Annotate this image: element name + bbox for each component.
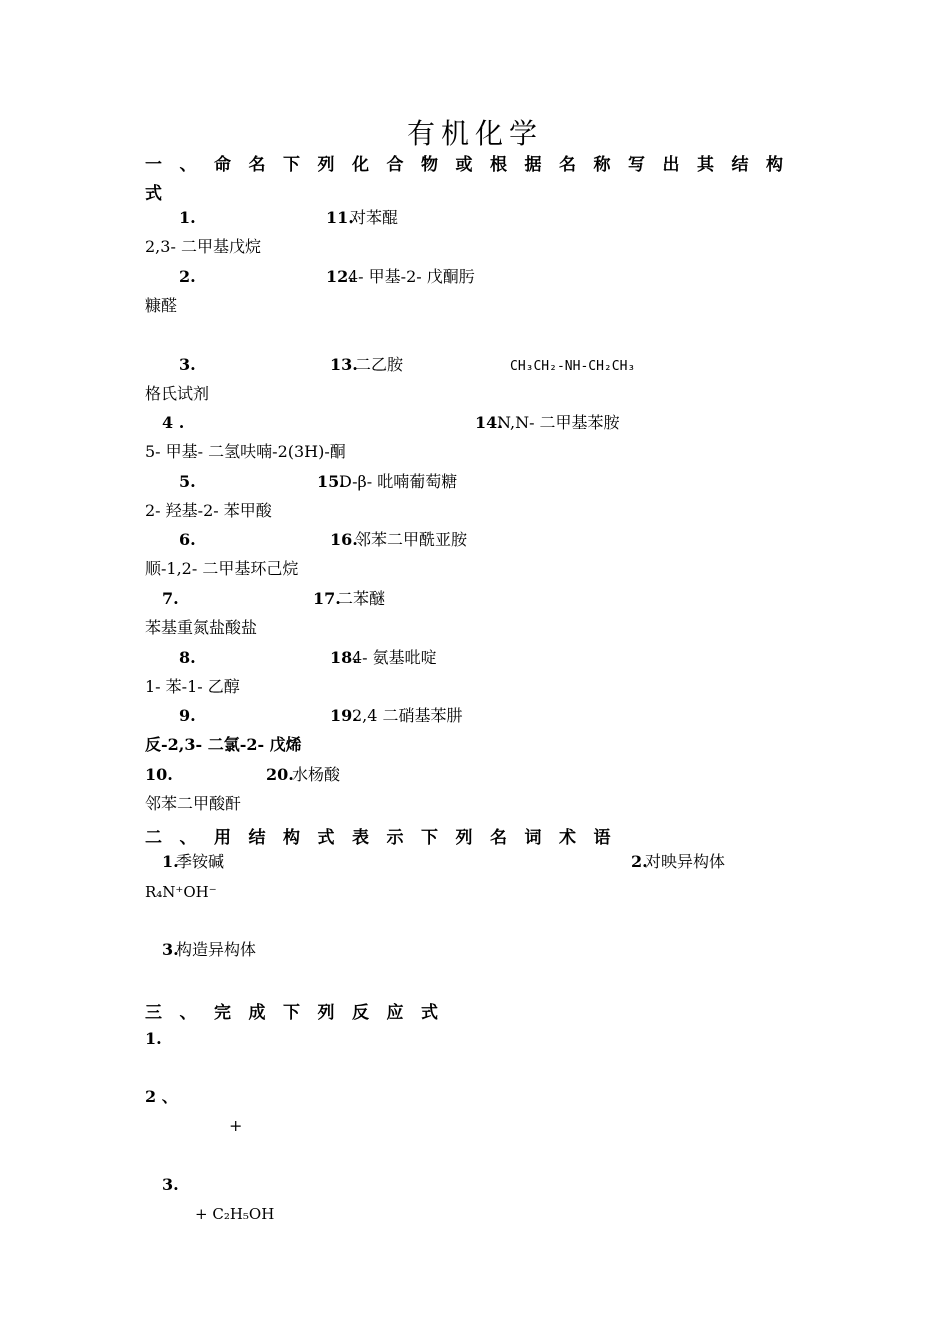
item-number-20: 20.: [266, 765, 294, 784]
answer-6: 顺-1,2- 二甲基环己烷: [145, 559, 299, 578]
item-text-19: 2,4 二硝基苯肼: [352, 706, 463, 725]
section1-heading-tail: 式: [145, 184, 162, 204]
item-number-17: 17.: [313, 589, 341, 608]
item-number-8: 8.: [179, 648, 196, 667]
item-number-5: 5.: [179, 472, 196, 491]
reaction-2-plus: +: [229, 1116, 243, 1135]
section1-heading: 一 、 命 名 下 列 化 合 物 或 根 据 名 称 写 出 其 结 构: [145, 155, 783, 175]
item-text-14: N,N- 二甲基苯胺: [497, 413, 620, 432]
item-number-15: 15.: [317, 472, 345, 491]
item-text-17: 二苯醚: [337, 589, 386, 608]
item-number-11: 11.: [326, 208, 354, 227]
item-number-13: 13.: [330, 355, 358, 374]
item-text-12: 4- 甲基-2- 戊酮肟: [348, 267, 475, 286]
item-number-10: 10.: [145, 765, 173, 784]
item-text-11: 对苯醌: [350, 208, 399, 227]
item-number-19: 19.: [330, 706, 358, 725]
item-number-1: 1.: [179, 208, 196, 227]
term-text-1: 季铵碱: [176, 852, 225, 871]
item-number-4: 4 .: [162, 413, 185, 432]
item-text-18: 4- 氨基吡啶: [352, 648, 437, 667]
item-text-20: 水杨酸: [292, 765, 341, 784]
answer-8: 1- 苯-1- 乙醇: [145, 677, 240, 696]
item-number-2: 2.: [179, 267, 196, 286]
answer-4: 5- 甲基- 二氢呋喃-2(3H)-酮: [145, 442, 346, 461]
term-text-3: 构造异构体: [176, 940, 257, 959]
term-number-2: 2.: [631, 852, 648, 871]
item-number-3: 3.: [179, 355, 196, 374]
item-number-18: 18.: [330, 648, 358, 667]
term-text-2: 对映异构体: [645, 852, 726, 871]
item-text-13: 二乙胺: [355, 355, 404, 374]
item-text-15: D-β- 吡喃葡萄糖: [339, 472, 458, 491]
answer-5: 2- 羟基-2- 苯甲酸: [145, 501, 272, 520]
answer-3: 格氏试剂: [145, 384, 210, 403]
reaction-number-1: 1.: [145, 1029, 162, 1048]
item-number-16: 16.: [330, 530, 358, 549]
item-number-6: 6.: [179, 530, 196, 549]
item-number-14: 14.: [475, 413, 503, 432]
item-number-12: 12.: [326, 267, 354, 286]
section3-heading: 三 、 完 成 下 列 反 应 式: [145, 1003, 438, 1023]
page-title: 有机化学: [406, 117, 543, 150]
item-number-9: 9.: [179, 706, 196, 725]
answer-1: 2,3- 二甲基戊烷: [145, 237, 261, 256]
section2-heading: 二 、 用 结 构 式 表 示 下 列 名 词 术 语: [145, 828, 611, 848]
item-number-7: 7.: [162, 589, 179, 608]
reaction-number-2: 2 、: [145, 1087, 178, 1106]
reaction-number-3: 3.: [162, 1175, 179, 1194]
item-text-16: 邻苯二甲酰亚胺: [355, 530, 468, 549]
answer-7: 苯基重氮盐酸盐: [145, 618, 258, 637]
reaction-3-reagent: + C₂H₅OH: [195, 1205, 275, 1223]
answer-9: 反-2,3- 二氯-2- 戊烯: [145, 735, 302, 754]
answer-10: 邻苯二甲酸酐: [145, 794, 242, 813]
term-number-1: 1.: [162, 852, 179, 871]
formula-13: CH₃CH₂-NH-CH₂CH₃: [510, 359, 636, 374]
answer-2: 糠醛: [145, 296, 178, 315]
term-answer-1: R₄N⁺OH⁻: [145, 883, 217, 901]
term-number-3: 3.: [162, 940, 179, 959]
